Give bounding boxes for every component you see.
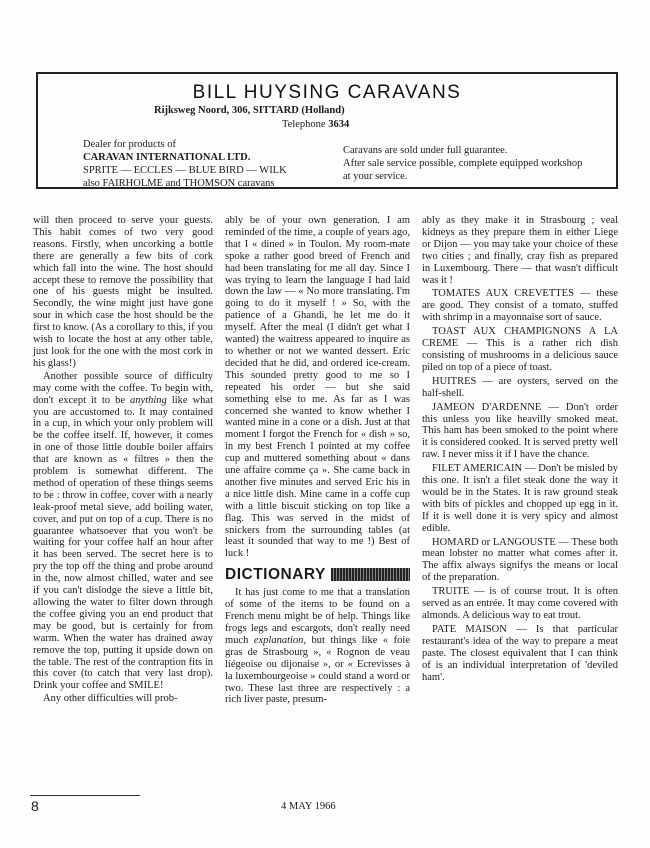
advertisement-box [36,72,618,189]
ad-service-line-2: at your service. [343,171,408,182]
article-column-3 [422,215,618,685]
paragraph: ably be of your own generation. I am reminded of the time, a couple of years ago, that I « dined » in Toulon. My room-mate spoke a rather good breed of French and had been translating for me all day. Since I was trying to learn the language I had laid down the law — « No more translating. I'm going to do it myself ! » So, with the patience of a Ghandi, he let me do it myself. After the meal (I didn't get what I wanted) the waitress appeared to inquire as to whether or not we wanted dessert. Eric decided that he did, and ordered ice-cream. This sounded pretty good to me so I repeated his order — but she said something else to me. As far as I was concerned she wanted to know whether I wanted mine in a cone or a dish. Just at that moment I forgot the French for « dish » so, in my best French I pointed at my coffee cup and muttered something about « dans une affaire comme ça ». She came back in another five minutes and served Eric his in a nice little dish. Mine came in a coffe cup with a little biscuit sticking on top like a flag. This was served in the midst of snickers from the surrounding tables (at least it sounded that way to me !) Best of luck ! [225,215,410,560]
ad-phone-label: Telephone [282,119,326,130]
dictionary-entry: TOMATES AUX CREVETTES — these are good. They consist of a tomato, stuffed with shrimp in a mayonnaise sort of sauce. [422,288,618,324]
ad-phone-number: 3634 [328,119,350,130]
dictionary-entry: TOAST AUX CHAMPIGNONS A LA CREME — This is a rather rich dish consisting of mushrooms in a delicious sauce piled on top of a piece of toast. [422,326,618,373]
ad-guarantee: Caravans are sold under full guarantee. [343,145,508,156]
dictionary-entry: JAMEON D'ARDENNE — Don't order this unless you like heavilly smoked meat. This ham has been smoked to the point where it is considered cooked. It is served pretty well raw. I never miss it if I have the chance. [422,401,618,461]
dictionary-title: DICTIONARY [225,565,326,583]
ad-dealer-line: Dealer for products of [83,139,177,150]
paragraph: ably as they make it in Strasbourg ; veal kidneys as they prepare them in either Liege or Dijon — you may take your choice of these two cities ; and finally, cray fish as prepared in Luxembourg. There — that wasn't difficult was it ! [422,215,618,286]
footer-rule [30,795,140,796]
page-number: 8 [31,798,39,814]
article-column-2 [225,215,410,707]
ad-brands: SPRITE — ECCLES — BLUE BIRD — WILK [83,165,287,176]
paragraph: It has just come to me that a translation of some of the items to be found on a French menu might be of help. Things like frogs legs and escargots, don't really need much explanation, but things like « foie gras de Strasbourg », « Rognon de veau liégeoise ou dijonaise », or « Ecrevisses à la luxembourgeoise » could stand a word or two. These last three are respectively : a rich liver paste, presum- [225,587,410,706]
ad-company: CARAVAN INTERNATIONAL LTD. [83,152,251,163]
emphasis: anything [130,394,167,406]
dictionary-heading [225,565,410,583]
heading-rule-bar [331,568,410,581]
dictionary-entry: HUITRES — are oysters, served on the half-shell. [422,375,618,399]
ad-address: Rijksweg Noord, 306, SITTARD (Holland) [154,105,345,116]
issue-date: 4 MAY 1966 [281,801,336,812]
ad-dealer-block [83,138,287,190]
ad-service-block [343,144,582,183]
paragraph: Any other difficulties will prob- [43,693,178,705]
article-column-1 [33,215,213,706]
ad-service-line-1: After sale service possible, complete equipped workshop [343,158,583,169]
ad-title: BILL HUYSING CARAVANS [192,82,462,103]
dictionary-entry: HOMARD or LANGOUSTE — These both mean lobster no matter what comes after it. The affix always signifys the means or local of the preparation. [422,536,618,584]
ad-also: also FAIRHOLME and THOMSON caravans [83,178,275,189]
paragraph: will then proceed to serve your guests. This habit comes of two very good reasons. Firstly, when uncorking a bottle there are generally a few bits of cork which fall into the wine. The host should accept these to remove the possibility that one of his guests might be insulted. Secondly, the wine might just have gone sour in which case the host should be the first to know. (As a corollary to this, if you wish to locate the host at any other table, just look for the one with the most cork in his glass!) [33,215,213,369]
dictionary-entry: PATE MAISON — Is that particular restaurant's idea of the way to prepare a meat paste. The closest equivalent that I can think of is an individual interpretation of 'deviled ham'. [422,623,618,683]
dictionary-entry: TRUITE — is of course trout. It is often served as an entrée. It may come covered with almonds. A delicious way to eat trout. [422,586,618,621]
dictionary-entry: FILET AMERICAIN — Don't be misled by this one. It isn't a filet steak done the way it would be in the States. It is raw ground steak with bits of pickles and chopped up egg in it. If it is well done it is very spicy and almost edible. [422,463,618,534]
paragraph: Another possible source of difficulty may come with the coffee. To begin with, don't except it to be anything like what you are accustomed to. It may contained in a cup, in which your only problem will be the coffee itself. If, however, it comes in one of those little double boiler affairs that are known as « filtres » then the problem is somewhat different. The method of operation of these things seems to be : throw in coffee, cover with a nearly leak-proof metal sieve, add boiling water, cover, and put on top of a cup. There is no guarantee whatsoever that you won't be waiting for your coffee half an hour after it has been served. The secret here is to pry the top off the thing and probe around in the, now almost chilled, water and see if you can't dislodge the sieve a little bit, allowing the water to filter down through the coffee giving you an end product that may be good, but is certainly for from warm. When the water has drained away remove the top, putting it upside down on the table. The rest of the contraption fits in this cover (to catch that very last drop). Drink your coffee and SMILE! [33,370,213,692]
emphasis: explanation [253,634,304,646]
ad-phone [282,119,349,130]
